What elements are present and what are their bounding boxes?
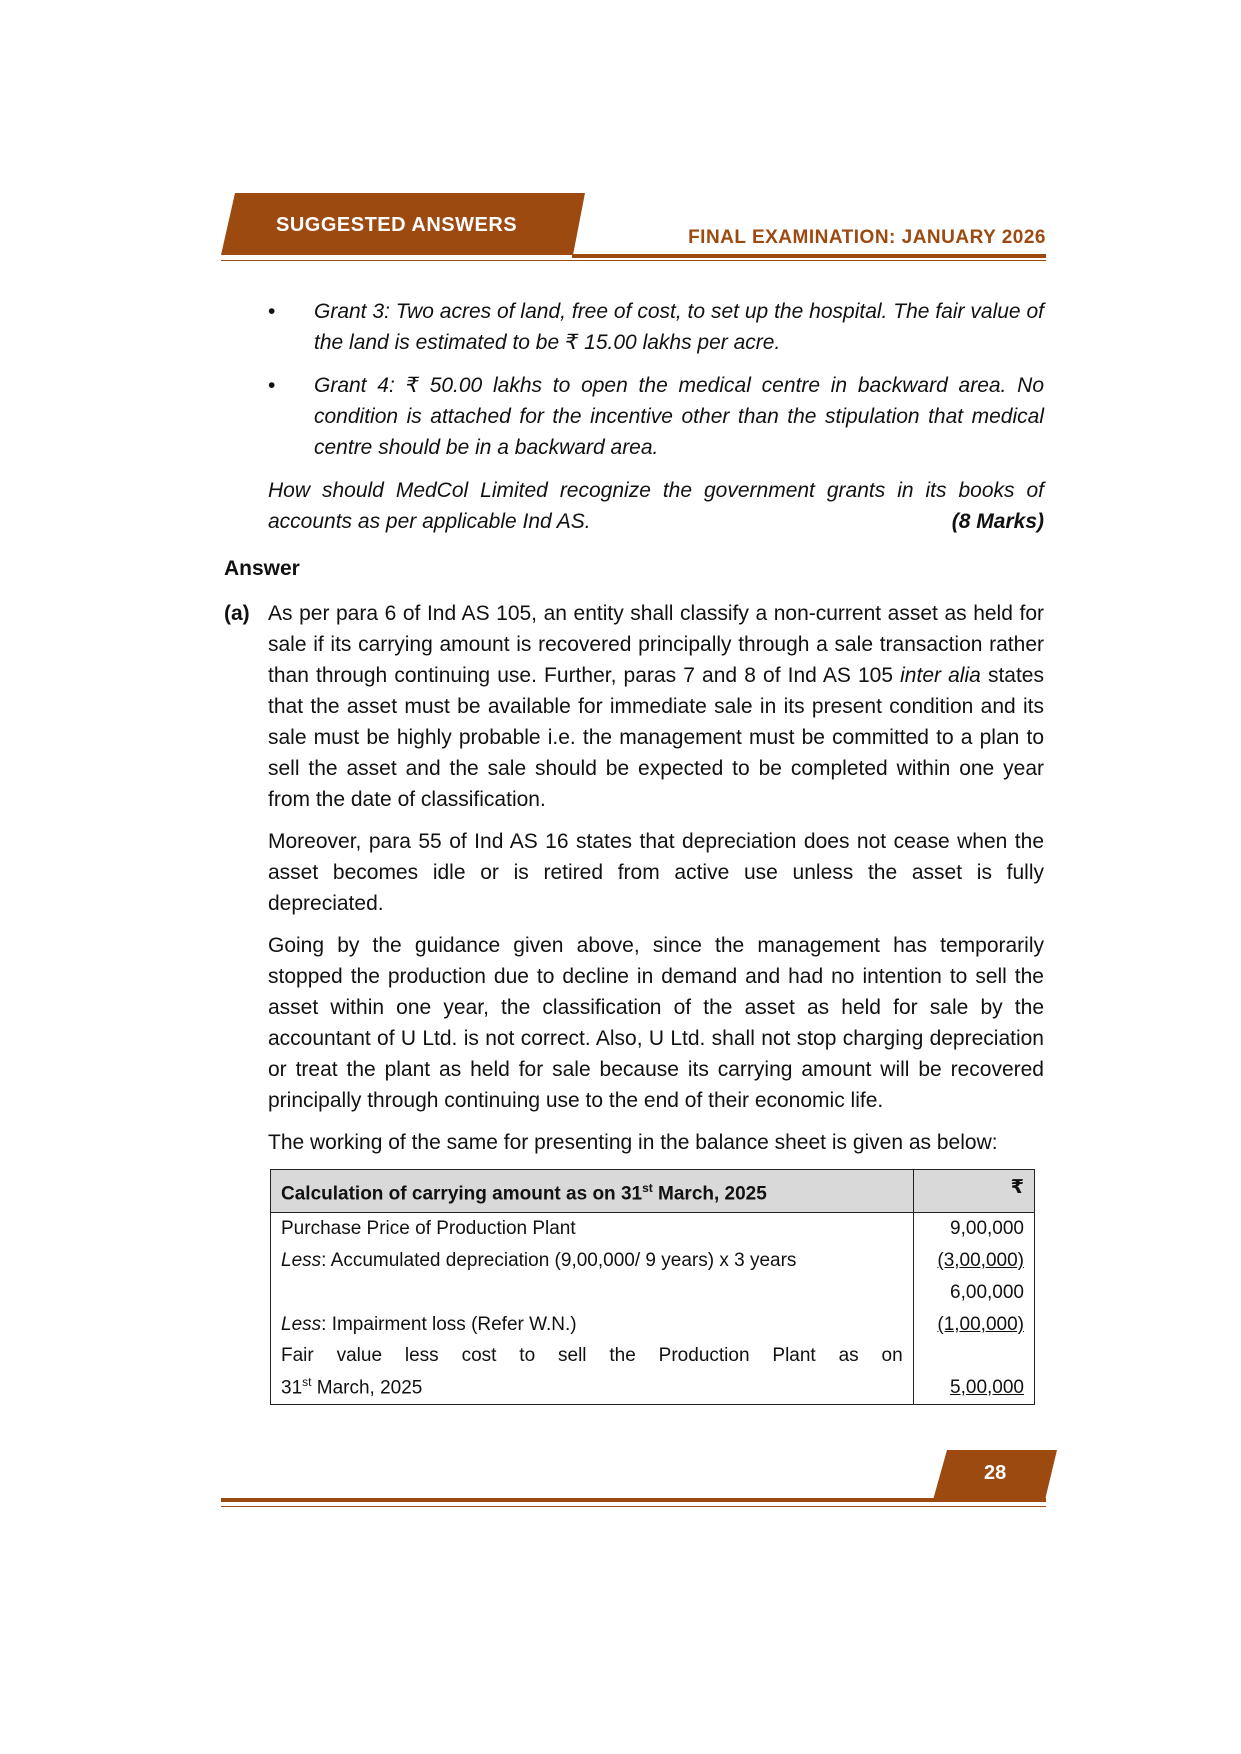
row-fair-value-amt: [913, 1341, 1034, 1404]
row-impairment-desc: [271, 1309, 914, 1341]
p1-italic: inter alia: [900, 664, 981, 687]
depreciation-value: (3,00,000): [937, 1250, 1024, 1272]
part-a-label: (a): [224, 602, 250, 625]
header-left-label: SUGGESTED ANSWERS: [276, 214, 518, 236]
bullet-dot-icon: •: [268, 374, 276, 397]
table-row: [271, 1213, 1035, 1246]
less-label: Less: [281, 1250, 322, 1272]
p1-start: As per para 6 of Ind AS 105, an entity shall classify a non-current asset as held for sale if its carrying amount is recovered principally through a sale transaction rather than through continuing use. Further, paras 7 and 8 of Ind AS 105: [268, 602, 1044, 687]
row-purchase-price-desc: Purchase Price of Production Plant: [271, 1213, 914, 1246]
table-row: [271, 1245, 1035, 1277]
answer-heading: Answer: [224, 557, 300, 580]
table-header-title: [271, 1170, 914, 1213]
row-depreciation-desc: [271, 1245, 914, 1277]
head-sup: st: [642, 1181, 653, 1195]
footer-rule-thin: [221, 1506, 1046, 1507]
fair-value-line-1: Fair value less cost to sell the Production Plant as on: [281, 1345, 903, 1367]
date-day: 31: [281, 1377, 303, 1399]
question-line-2: [268, 506, 1044, 537]
part-a-paragraph-2: Moreover, para 55 of Ind AS 16 states that depreciation does not cease when the asset becomes idle or is retired from active use unless the asset is fully depreciated.: [268, 830, 1044, 915]
row-impairment-amt: [913, 1309, 1034, 1341]
table-row: [271, 1277, 1035, 1309]
table-row: [271, 1341, 1035, 1404]
impairment-value: (1,00,000): [937, 1314, 1024, 1336]
page-number: 28: [984, 1462, 1007, 1484]
question-line-1: How should MedCol Limited recognize the government grants in its books of: [268, 479, 1044, 502]
row-depreciation-amt: [913, 1245, 1034, 1277]
row-fair-value-desc: [271, 1341, 914, 1404]
header-rule-thick: [572, 254, 1046, 258]
part-a-paragraph-3: Going by the guidance given above, since the management has temporarily stopped the production due to decline in demand and had no intention to sell the asset within one year, the classification of the asset as held for sale by the accountant of U Ltd. is not correct. Also, U Ltd. shall not stop charging depreciation or treat the plant as held for sale because its carrying amount will be recovered principally through continuing use to the end of their economic life.: [268, 934, 1044, 1112]
row-subtotal-desc: [271, 1277, 914, 1309]
table-header-currency: ₹: [913, 1170, 1034, 1213]
bullet-grant-3: [224, 296, 1044, 358]
head-text2: March, 2025: [652, 1183, 767, 1205]
page-content: [224, 296, 1044, 1405]
p1-end: states that the asset must be available for immediate sale in its present condition and its sale must be highly probable i.e. the management must be committed to a plan to sell the asset and the sale should be expected to be completed within one year from the date of classification.: [268, 664, 1044, 811]
part-a-paragraph-4: The working of the same for presenting in the balance sheet is given as below:: [268, 1131, 998, 1154]
head-text: Calculation of carrying amount as on 31: [281, 1183, 643, 1205]
fair-value-value: 5,00,000: [950, 1376, 1024, 1398]
answer-part-a: [224, 598, 1044, 1158]
bullet-text: Grant 3: Two acres of land, free of cost, to set up the hospital. The fair value of the land is estimated to be ₹ 15.00 lakhs per acre.: [314, 300, 1044, 354]
bullet-dot-icon: •: [268, 300, 276, 323]
question-text: [224, 475, 1044, 537]
question-marks: (8 Marks): [951, 510, 1044, 533]
fair-value-line-2: [281, 1369, 903, 1401]
header-right-label: FINAL EXAMINATION: JANUARY 2026: [688, 227, 1046, 248]
row-subtotal-amt: 6,00,000: [913, 1277, 1034, 1309]
footer-rule-thick: [221, 1498, 1046, 1502]
table-row: [271, 1309, 1035, 1341]
carrying-amount-table: [270, 1169, 1035, 1405]
date-sup: st: [302, 1375, 312, 1390]
depreciation-text: : Accumulated depreciation (9,00,000/ 9 years) x 3 years: [321, 1250, 797, 1272]
bullet-grant-4: [224, 370, 1044, 463]
question-line-2-text: accounts as per applicable Ind AS.: [268, 510, 591, 533]
row-purchase-price-amt: 9,00,000: [913, 1213, 1034, 1246]
part-a-paragraph-1: [224, 598, 1044, 815]
impairment-text: : Impairment loss (Refer W.N.): [321, 1314, 577, 1336]
header-rule-thin: [221, 260, 1046, 261]
less-label: Less: [281, 1314, 322, 1336]
bullet-text: Grant 4: ₹ 50.00 lakhs to open the medical centre in backward area. No condition is attached for the incentive other than the stipulation that medical centre should be in a backward area.: [314, 374, 1044, 459]
date-rest: March, 2025: [311, 1377, 423, 1399]
table-header-row: [271, 1170, 1035, 1213]
